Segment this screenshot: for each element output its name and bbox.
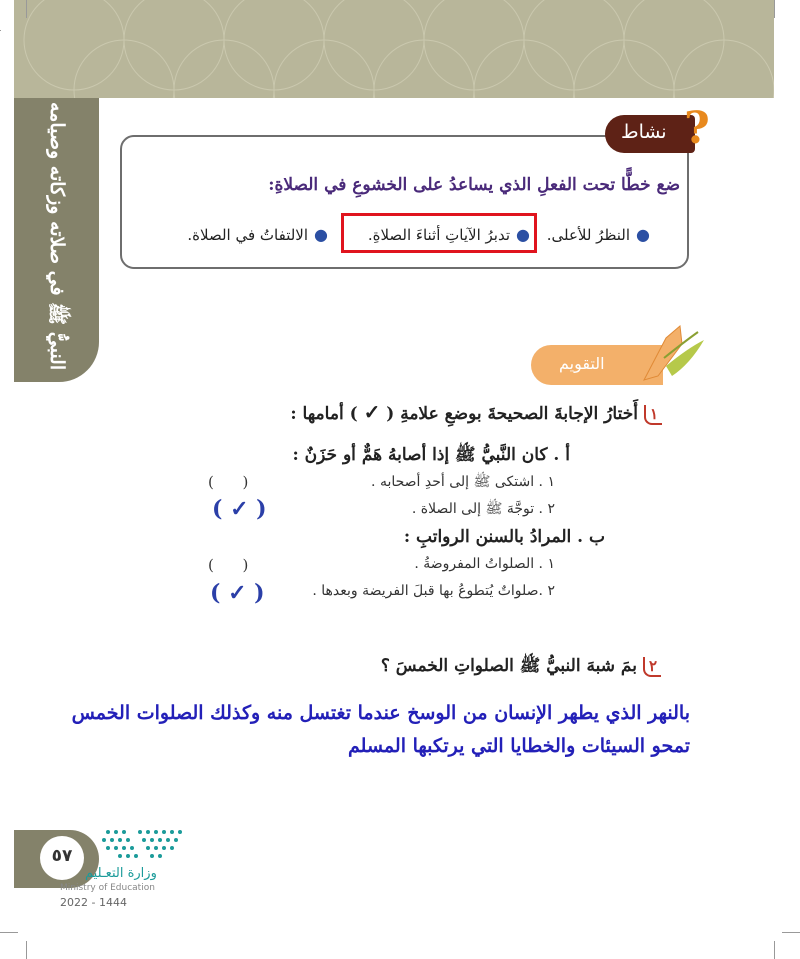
pen-icon — [636, 318, 708, 388]
answer-slot: ( ) — [208, 556, 249, 574]
header-band — [14, 0, 774, 98]
activity-option-1: ●النظرُ للأعلى. — [546, 225, 650, 244]
answer-slot: ( ) — [208, 473, 249, 491]
ministry-name-ar: وزارة التعـليم — [85, 866, 157, 881]
header-pattern-icon — [14, 0, 774, 98]
activity-tag — [605, 115, 695, 153]
crop-mark — [774, 941, 775, 959]
part-a-heading: أ . كان النَّبيُّ ﷺ إذا أصابهُ هَمٌّ أو حَزَنٌ : — [292, 445, 570, 465]
answer-line-2: تمحو السيئات والخطايا التي يرتكبها المسلم — [348, 735, 690, 757]
part-a-item-2: ٢ . توجَّهَ ﷺ إلى الصلاة . — [411, 501, 555, 517]
activity-tag-label: نشاط — [621, 121, 667, 143]
crop-mark — [0, 932, 18, 933]
question-2-text: بمَ شبهَ النبيُّ ﷺ الصلواتِ الخمسَ ؟ — [380, 656, 637, 676]
activity-option-3: ●الالتفاتُ في الصلاة. — [187, 225, 328, 244]
part-a-item-1: ١ . اشتكى ﷺ إلى أحدِ أصحابه . — [371, 474, 555, 490]
check-icon: ✓ — [363, 400, 381, 424]
part-b-item-1: ١ . الصلواتُ المفروضةُ . — [414, 556, 555, 572]
edition-year: 2022 - 1444 — [60, 896, 127, 909]
part-b-heading: ب . المرادُ بالسنن الرواتبِ : — [403, 527, 605, 547]
answer-slot-checked: ( ✓ ) — [210, 580, 265, 606]
question-2-number: ٢ — [643, 657, 661, 677]
crop-mark — [774, 0, 775, 18]
question-mark-icon: ? — [684, 103, 710, 154]
question-2 — [381, 655, 661, 680]
page-number: ٥٧ — [51, 846, 73, 866]
bullet-icon: ● — [314, 225, 328, 244]
bullet-icon: ● — [516, 225, 530, 244]
crop-mark — [26, 0, 27, 18]
crop-mark — [0, 30, 1, 31]
chapter-side-tab — [1, 98, 99, 382]
part-b-item-2: ٢ .صلواتٌ يُتطوعُ بها قبلَ الفريضة وبعدها . — [312, 583, 555, 599]
chapter-title: النبيُّ ﷺ في صلاته وزكاته وصيامه وحجه — [1, 102, 68, 371]
question-1 — [290, 400, 662, 425]
question-1-text-after: ) أمامها : — [290, 404, 358, 424]
activity-question: ضع خطًّا تحت الفعلِ الذي يساعدُ على الخشوعِ في الصلاةِ: — [268, 175, 680, 195]
question-1-text-before: أَختارُ الإجابةَ الصحيحةَ بوضعِ علامةِ ( — [386, 404, 638, 424]
bullet-icon: ● — [636, 225, 650, 244]
selected-answer-highlight — [341, 213, 537, 253]
ministry-logo-icon — [90, 826, 190, 866]
crop-mark — [782, 932, 800, 933]
answer-slot-checked: ( ✓ ) — [212, 496, 267, 522]
question-1-number: ١ — [644, 405, 662, 425]
evaluation-banner-label: التقويم — [559, 354, 605, 373]
ministry-name-en: Ministry of Education — [60, 883, 155, 893]
crop-mark — [26, 941, 27, 959]
answer-line-1: بالنهر الذي يطهر الإنسان من الوسخ عندما تغتسل منه وكذلك الصلوات الخمس — [71, 702, 690, 724]
activity-option-2: ●تدبرُ الآياتِ أثناءَ الصلاةِ. — [367, 225, 530, 244]
